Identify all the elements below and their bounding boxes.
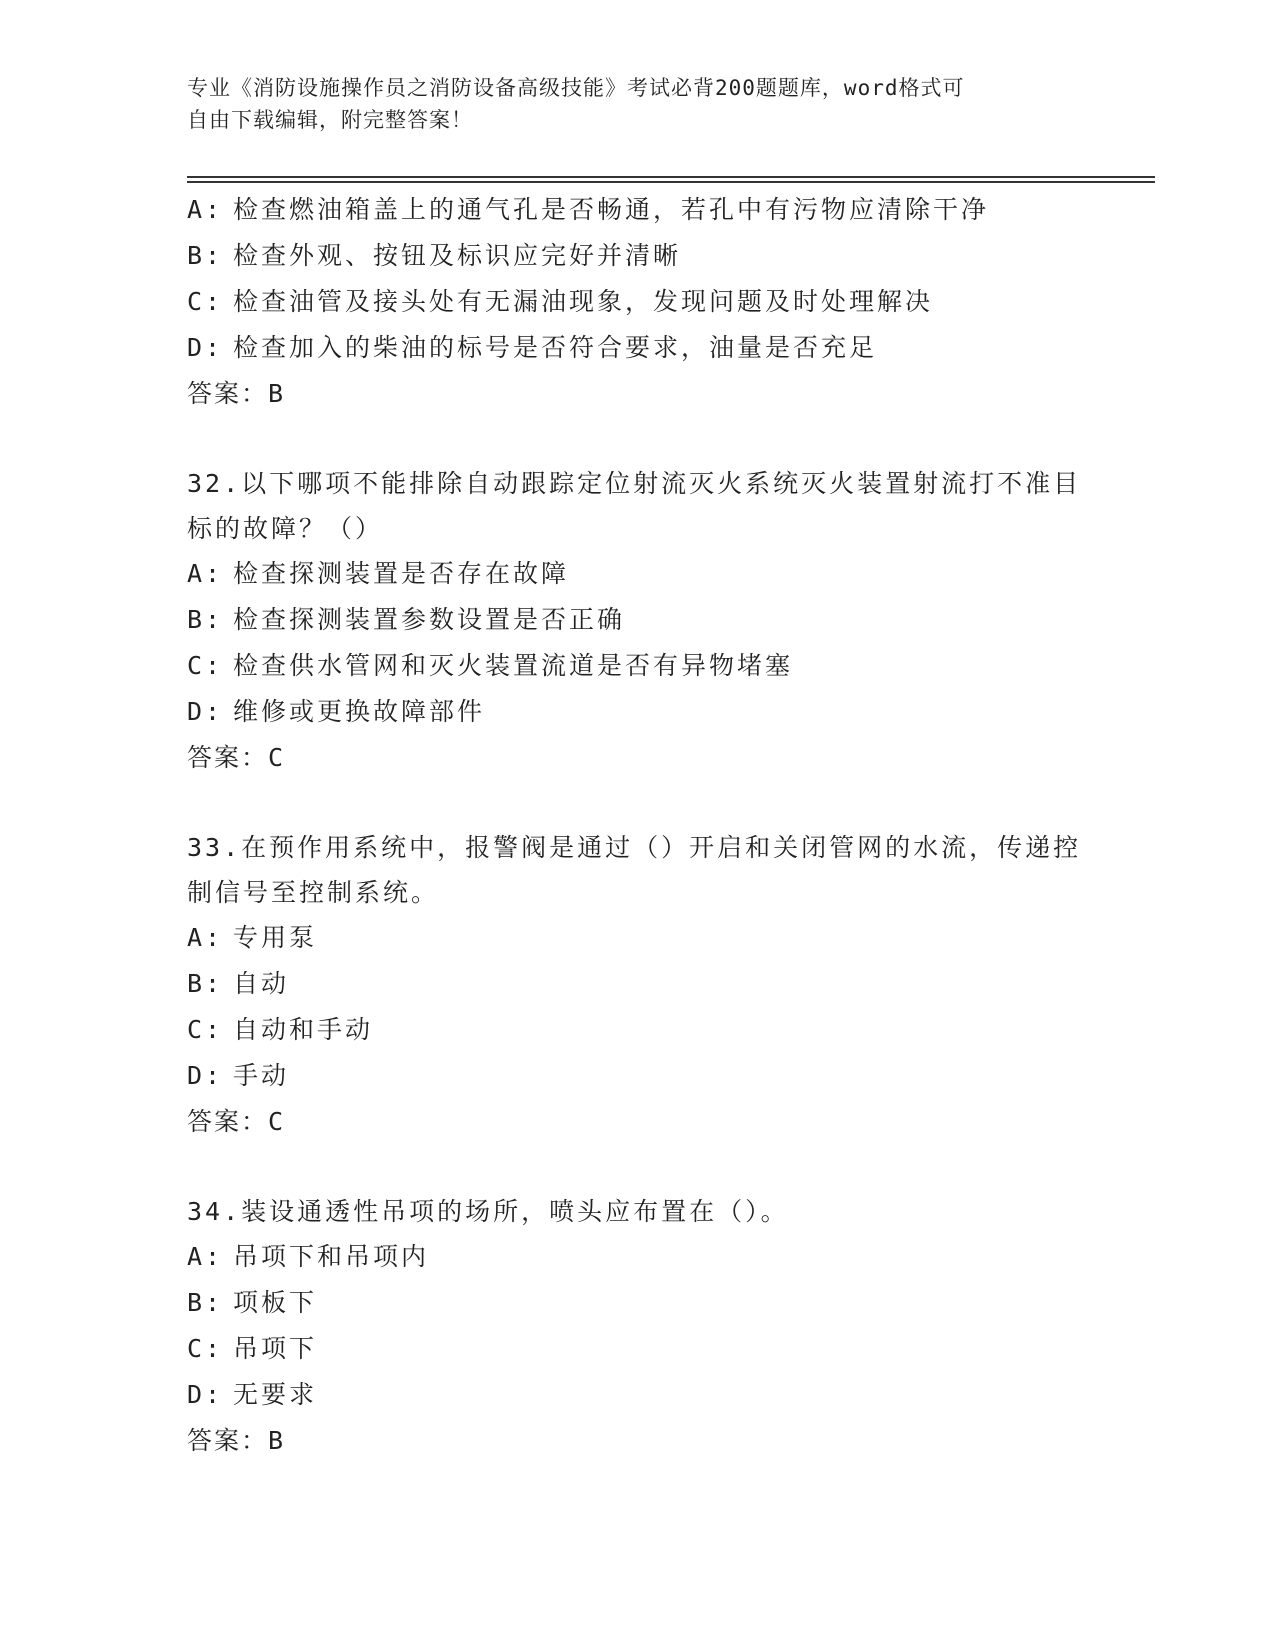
option-text: 手动 xyxy=(233,1061,290,1090)
option-letter: D: xyxy=(187,697,224,726)
option-letter: B: xyxy=(187,969,224,998)
option-text: 无要求 xyxy=(233,1380,318,1409)
question-answer: 答案：B xyxy=(187,1426,286,1455)
question-answer: 答案：C xyxy=(187,743,286,772)
option-letter: B: xyxy=(187,241,224,270)
header-divider-top xyxy=(187,176,1155,178)
question-option xyxy=(187,233,1087,279)
question-block xyxy=(187,187,1087,417)
question-option xyxy=(187,689,1087,735)
option-text: 自动 xyxy=(233,969,290,998)
question-option xyxy=(187,279,1087,325)
option-text: 吊项下和吊项内 xyxy=(233,1242,430,1271)
question-option xyxy=(187,961,1087,1007)
question-option xyxy=(187,1372,1087,1418)
question-option xyxy=(187,1280,1087,1326)
question-option xyxy=(187,1007,1087,1053)
option-letter: B: xyxy=(187,1288,224,1317)
question-option xyxy=(187,325,1087,371)
option-letter: A: xyxy=(187,1242,224,1271)
option-letter: C: xyxy=(187,651,224,680)
option-text: 检查探测装置是否存在故障 xyxy=(233,559,570,588)
header-line-1: 专业《消防设施操作员之消防设备高级技能》考试必背200题题库，word格式可 xyxy=(187,76,965,100)
option-letter: A: xyxy=(187,195,224,224)
option-text: 维修或更换故障部件 xyxy=(233,697,486,726)
option-text: 检查燃油箱盖上的通气孔是否畅通，若孔中有污物应清除干净 xyxy=(233,195,990,224)
question-answer: 答案：B xyxy=(187,379,286,408)
option-letter: B: xyxy=(187,605,224,634)
option-letter: A: xyxy=(187,923,224,952)
question-option xyxy=(187,1234,1087,1280)
option-letter: C: xyxy=(187,287,224,316)
document-header xyxy=(187,72,1067,136)
option-text: 检查探测装置参数设置是否正确 xyxy=(233,605,626,634)
option-letter: D: xyxy=(187,333,224,362)
option-text: 吊项下 xyxy=(233,1334,318,1363)
question-option xyxy=(187,187,1087,233)
option-text: 专用泵 xyxy=(233,923,318,952)
header-divider-bottom xyxy=(187,181,1155,183)
question-option xyxy=(187,1053,1087,1099)
option-letter: C: xyxy=(187,1334,224,1363)
option-text: 项板下 xyxy=(233,1288,318,1317)
option-text: 自动和手动 xyxy=(233,1015,374,1044)
option-text: 检查供水管网和灭火装置流道是否有异物堵塞 xyxy=(233,651,794,680)
question-list xyxy=(187,187,1087,1464)
question-block xyxy=(187,825,1087,1145)
question-stem: 33.在预作用系统中，报警阀是通过（）开启和关闭管网的水流，传递控制信号至控制系统。 xyxy=(187,833,1082,907)
option-text: 检查油管及接头处有无漏油现象，发现问题及时处理解决 xyxy=(233,287,934,316)
header-line-2: 自由下载编辑，附完整答案！ xyxy=(187,108,473,132)
question-block xyxy=(187,1189,1087,1464)
question-option xyxy=(187,551,1087,597)
question-option xyxy=(187,597,1087,643)
option-letter: D: xyxy=(187,1061,224,1090)
question-option xyxy=(187,915,1087,961)
question-answer: 答案：C xyxy=(187,1107,286,1136)
question-option xyxy=(187,1326,1087,1372)
question-option xyxy=(187,643,1087,689)
option-letter: A: xyxy=(187,559,224,588)
option-letter: C: xyxy=(187,1015,224,1044)
question-block xyxy=(187,461,1087,781)
question-stem: 32.以下哪项不能排除自动跟踪定位射流灭火系统灭火装置射流打不准目标的故障？（） xyxy=(187,469,1082,543)
question-stem: 34.装设通透性吊项的场所，喷头应布置在（）。 xyxy=(187,1197,789,1226)
option-text: 检查加入的柴油的标号是否符合要求，油量是否充足 xyxy=(233,333,878,362)
option-letter: D: xyxy=(187,1380,224,1409)
option-text: 检查外观、按钮及标识应完好并清晰 xyxy=(233,241,682,270)
